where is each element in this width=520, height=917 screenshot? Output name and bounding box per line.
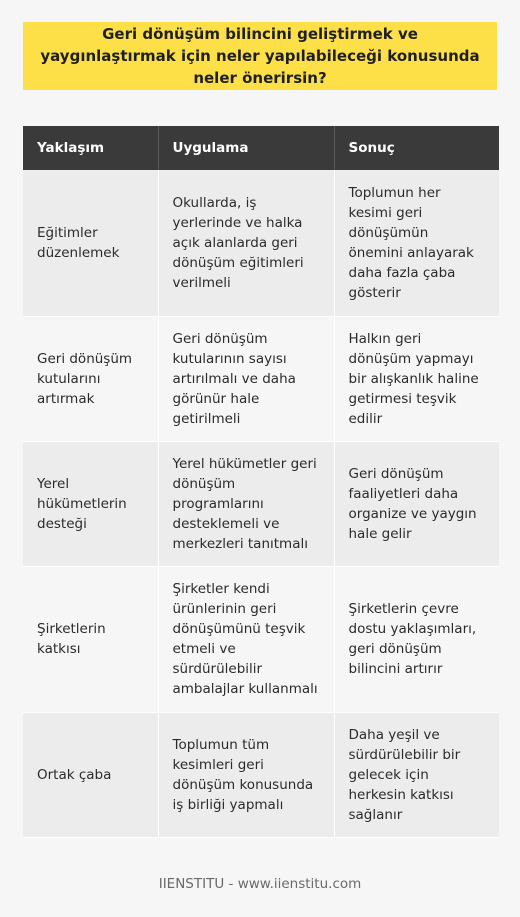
table-row: [23, 170, 499, 316]
cell-approach: Şirketlerin katkısı: [23, 566, 158, 712]
cell-result: Halkın geri dönüşüm yapmayı bir alışkanlık haline getirmesi teşvik edilir: [334, 316, 499, 441]
question-banner: [23, 22, 497, 90]
header-approach: Yaklaşım: [23, 126, 158, 170]
table-header-row: [23, 126, 499, 170]
cell-approach: Ortak çaba: [23, 712, 158, 837]
cell-approach: Yerel hükümetlerin desteği: [23, 441, 158, 566]
cell-application: Geri dönüşüm kutularının sayısı artırılmalı ve daha görünür hale getirilmeli: [158, 316, 334, 441]
cell-application: Yerel hükümetler geri dönüşüm programlarını desteklemeli ve merkezleri tanıtmalı: [158, 441, 334, 566]
table-row: [23, 566, 499, 712]
cell-result: Şirketlerin çevre dostu yaklaşımları, geri dönüşüm bilincini artırır: [334, 566, 499, 712]
recommendations-table: [23, 126, 499, 838]
table-row: [23, 441, 499, 566]
header-result: Sonuç: [334, 126, 499, 170]
header-application: Uygulama: [158, 126, 334, 170]
table-row: [23, 712, 499, 837]
cell-approach: Eğitimler düzenlemek: [23, 170, 158, 316]
cell-application: Okullarda, iş yerlerinde ve halka açık alanlarda geri dönüşüm eğitimleri verilmeli: [158, 170, 334, 316]
cell-result: Geri dönüşüm faaliyetleri daha organize ve yaygın hale gelir: [334, 441, 499, 566]
footer-credit: IIENSTITU - www.iienstitu.com: [158, 876, 362, 892]
cell-result: Daha yeşil ve sürdürülebilir bir gelecek için herkesin katkısı sağlanır: [334, 712, 499, 837]
cell-result: Toplumun her kesimi geri dönüşümün önemini anlayarak daha fazla çaba gösterir: [334, 170, 499, 316]
cell-approach: Geri dönüşüm kutularını artırmak: [23, 316, 158, 441]
cell-application: Toplumun tüm kesimleri geri dönüşüm konusunda iş birliği yapmalı: [158, 712, 334, 837]
table-row: [23, 316, 499, 441]
cell-application: Şirketler kendi ürünlerinin geri dönüşümünü teşvik etmeli ve sürdürülebilir ambalajlar kullanmalı: [158, 566, 334, 712]
question-text: Geri dönüşüm bilincini geliştirmek ve yaygınlaştırmak için neler yapılabileceği konusunda neler önerirsin?: [40, 25, 480, 87]
